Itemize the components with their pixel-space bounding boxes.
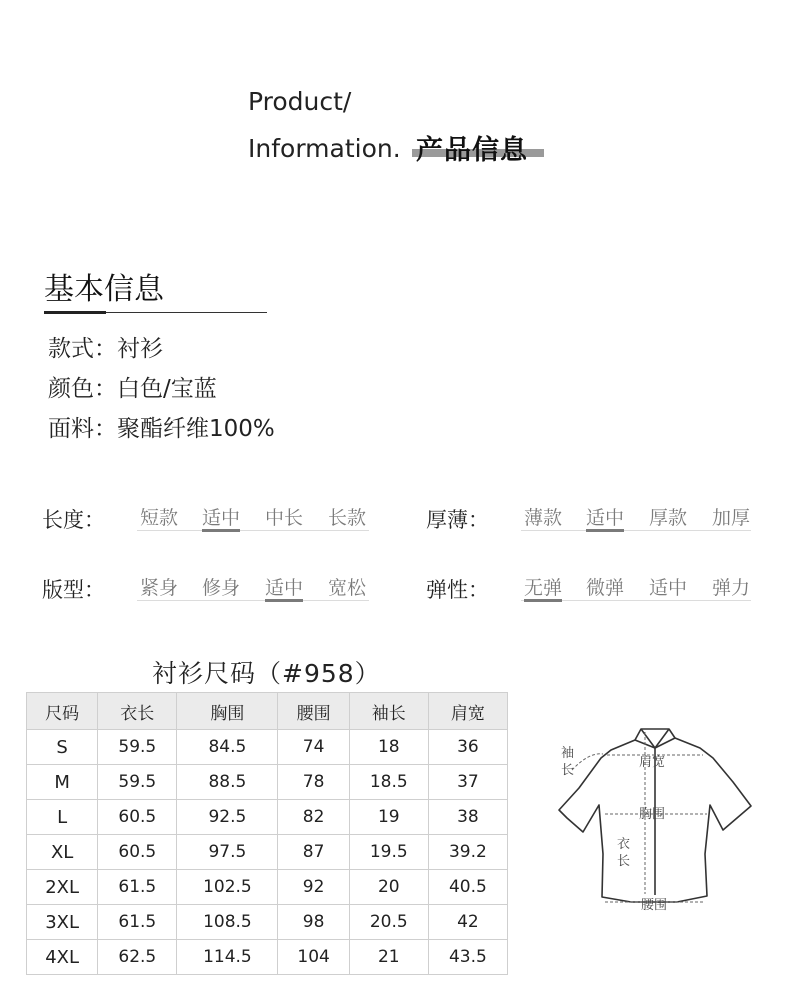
sleeve-label-2: 长 [561, 763, 575, 778]
cell-length: 61.5 [98, 870, 177, 905]
table-row [27, 905, 508, 940]
size-chart-header-row [27, 693, 508, 730]
attr-thickness-option: 加厚 [711, 507, 750, 529]
cell-waist: 98 [278, 905, 349, 940]
table-row [27, 940, 508, 975]
cell-shoulder: 42 [428, 905, 507, 940]
cell-chest: 108.5 [177, 905, 278, 940]
cell-length: 60.5 [98, 835, 177, 870]
attr-elasticity-option: 适中 [648, 577, 687, 599]
cell-size: 2XL [27, 870, 98, 905]
cell-shoulder: 40.5 [428, 870, 507, 905]
length-label-2: 长 [617, 854, 631, 869]
header-title-cn: 产品信息 [416, 135, 528, 166]
attr-elasticity-option: 微弹 [585, 577, 624, 599]
cell-length: 61.5 [98, 905, 177, 940]
attr-elasticity-selected-underline [524, 599, 562, 602]
chest-label: 胸围 [639, 807, 666, 822]
cell-sleeve: 20.5 [349, 905, 428, 940]
cell-chest: 102.5 [177, 870, 278, 905]
attr-length-option: 短款 [139, 507, 178, 529]
header-title-en-1: Product/ [248, 87, 352, 116]
cell-sleeve: 19.5 [349, 835, 428, 870]
size-chart-table [26, 692, 508, 975]
cell-waist: 82 [278, 800, 349, 835]
header-length: 衣长 [98, 693, 177, 730]
size-chart-title: 衬衫尺码（#958） [152, 659, 381, 688]
attr-thickness-option: 薄款 [523, 507, 562, 529]
attr-fit-option: 紧身 [139, 577, 178, 599]
header-title-cn-block [412, 128, 544, 166]
attr-length-option: 长款 [327, 507, 366, 529]
cell-size: 3XL [27, 905, 98, 940]
attr-length-option: 中长 [264, 507, 303, 529]
spec-material: 面料：聚酯纤维100% [48, 416, 275, 442]
cell-sleeve: 19 [349, 800, 428, 835]
header-chest: 胸围 [177, 693, 278, 730]
cell-waist: 104 [278, 940, 349, 975]
waist-label: 腰围 [641, 898, 668, 913]
table-row [27, 835, 508, 870]
cell-length: 60.5 [98, 800, 177, 835]
cell-size: M [27, 765, 98, 800]
cell-sleeve: 18.5 [349, 765, 428, 800]
attr-length-selected-underline [202, 529, 240, 532]
attr-length-baseline [137, 530, 369, 531]
header-size: 尺码 [27, 693, 98, 730]
cell-sleeve: 18 [349, 730, 428, 765]
cell-size: S [27, 730, 98, 765]
table-row [27, 870, 508, 905]
cell-chest: 84.5 [177, 730, 278, 765]
shirt-measurement-diagram [555, 722, 755, 917]
table-row [27, 800, 508, 835]
attr-length-label: 长度： [42, 508, 105, 532]
attr-length-option-selected: 适中 [201, 507, 240, 529]
cell-chest: 88.5 [177, 765, 278, 800]
cell-shoulder: 37 [428, 765, 507, 800]
attr-fit-selected-underline [265, 599, 303, 602]
cell-shoulder: 39.2 [428, 835, 507, 870]
attr-fit-baseline [137, 600, 369, 601]
cell-chest: 114.5 [177, 940, 278, 975]
cell-length: 62.5 [98, 940, 177, 975]
header-waist: 腰围 [278, 693, 349, 730]
attr-elasticity-label: 弹性： [426, 578, 489, 602]
sleeve-label-1: 袖 [561, 746, 575, 761]
cell-waist: 78 [278, 765, 349, 800]
cell-sleeve: 20 [349, 870, 428, 905]
shoulder-label: 肩宽 [639, 755, 666, 770]
attr-fit-option: 宽松 [327, 577, 366, 599]
cell-length: 59.5 [98, 765, 177, 800]
cell-size: L [27, 800, 98, 835]
attr-thickness-option: 厚款 [648, 507, 687, 529]
cell-length: 59.5 [98, 730, 177, 765]
cell-chest: 92.5 [177, 800, 278, 835]
attr-thickness-option-selected: 适中 [585, 507, 624, 529]
cell-waist: 92 [278, 870, 349, 905]
attr-elasticity-option-selected: 无弹 [523, 577, 562, 599]
header-shoulder: 肩宽 [428, 693, 507, 730]
header-sleeve: 袖长 [349, 693, 428, 730]
attr-fit-label: 版型： [42, 578, 105, 602]
attr-thickness-label: 厚薄： [426, 508, 489, 532]
spec-color: 颜色：白色/宝蓝 [48, 376, 217, 402]
attr-thickness-selected-underline [586, 529, 624, 532]
attr-fit-option-selected: 适中 [264, 577, 303, 599]
attr-fit-option: 修身 [201, 577, 240, 599]
cell-waist: 87 [278, 835, 349, 870]
table-row [27, 765, 508, 800]
cell-chest: 97.5 [177, 835, 278, 870]
length-label-1: 衣 [617, 837, 631, 852]
header-title-en-2: Information. [248, 134, 401, 163]
spec-style: 款式：衬衫 [48, 336, 163, 362]
cell-size: 4XL [27, 940, 98, 975]
cell-shoulder: 36 [428, 730, 507, 765]
basic-info-divider-accent [44, 311, 106, 314]
cell-size: XL [27, 835, 98, 870]
attr-elasticity-option: 弹力 [711, 577, 750, 599]
cell-shoulder: 38 [428, 800, 507, 835]
cell-waist: 74 [278, 730, 349, 765]
cell-shoulder: 43.5 [428, 940, 507, 975]
cell-sleeve: 21 [349, 940, 428, 975]
table-row [27, 730, 508, 765]
attr-thickness-baseline [521, 530, 751, 531]
basic-info-title: 基本信息 [44, 272, 164, 307]
